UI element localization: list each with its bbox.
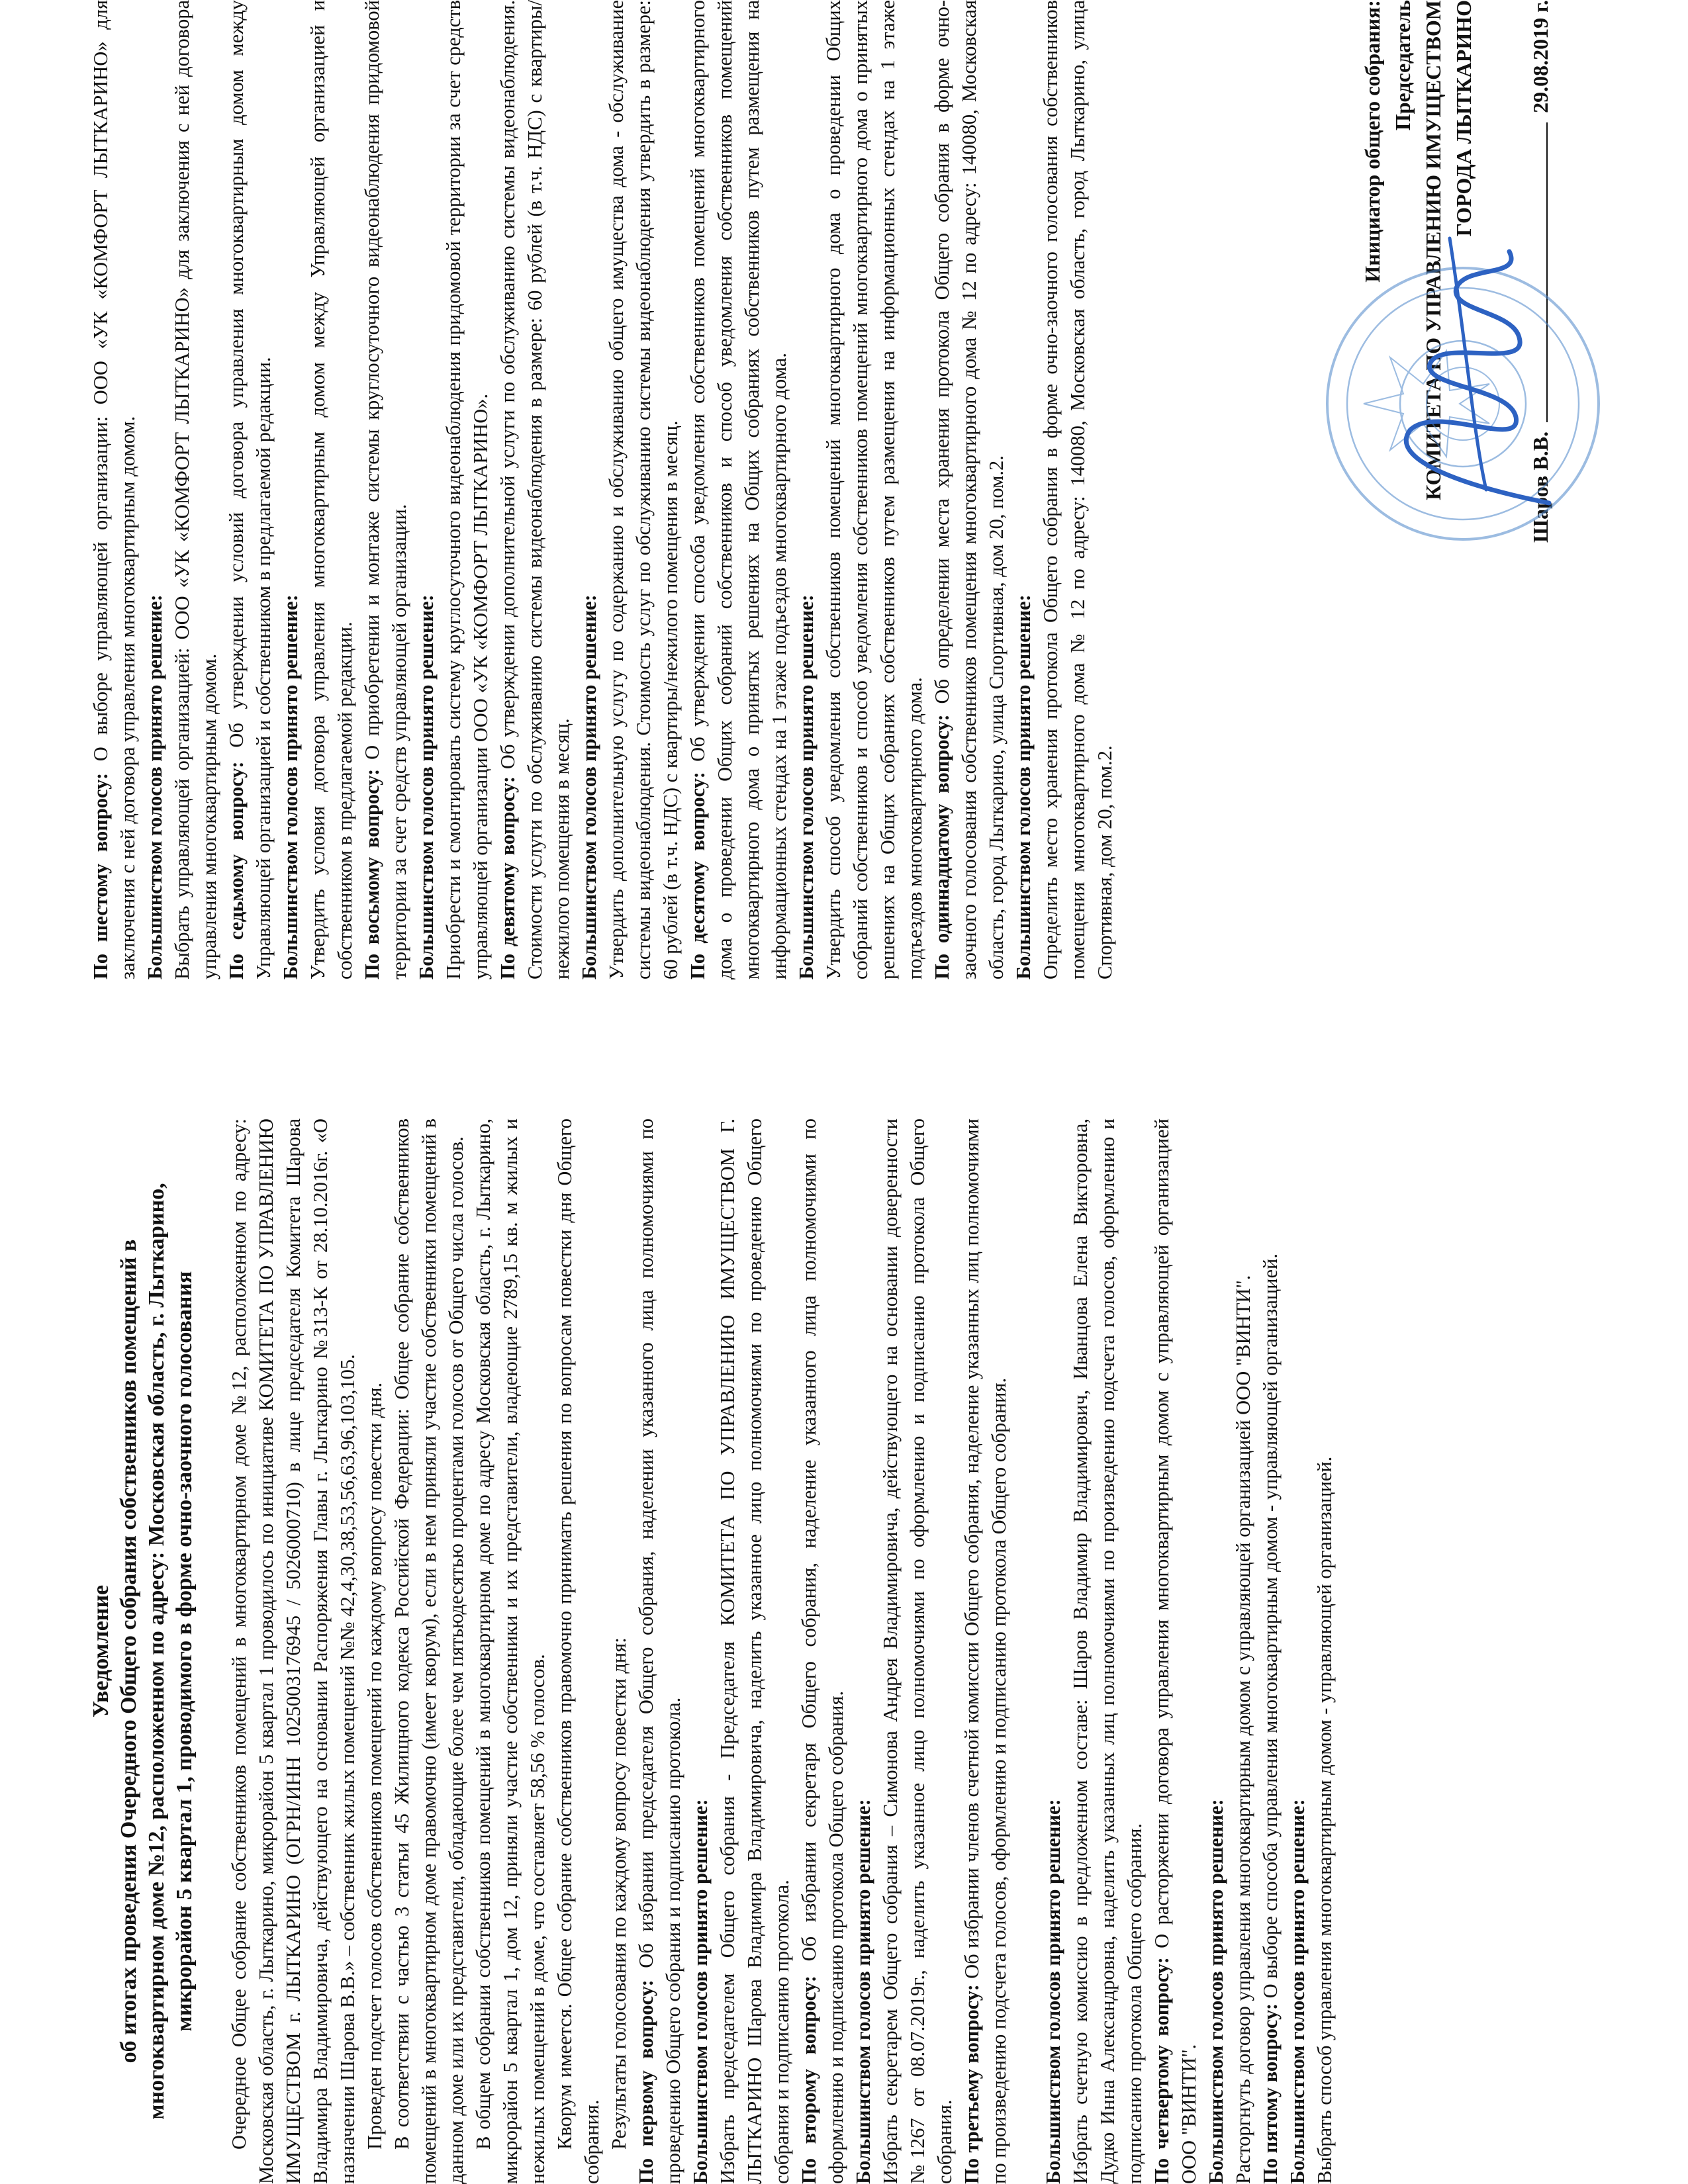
question-text: Об утверждении условий договора управления многоквартирным домом между Управляющей организацией и собственником в предлагаемой редакции.: [225, 0, 275, 979]
decision-text: Выбрать управляющей организацией: ООО «УК «КОМФОРТ ЛЫТКАРИНО» для заключения с ней договора управления многоквартирным домом.: [171, 0, 220, 979]
question-text: Об избрании секретаря Общего собрания, наделение указанного лица полномочиями по оформлению и подписанию протокола Общего собрания.: [798, 1118, 847, 2184]
question-label: По четвертому вопросу: [1150, 1964, 1173, 2184]
question-label: По восьмому вопросу: [361, 775, 383, 979]
committee-name: КОМИТЕТА ПО УПРАВЛЕНИЮ ИМУЩЕСТВОМ: [1421, 0, 1445, 500]
decision-label: Большинством голосов принято решение: [1042, 1805, 1064, 2184]
question-text: Об утверждении дополнительной услуги по обслуживанию системы видеонаблюдения. Стоимости услуги по обслуживанию системы видеонаблюдения в размере: 60 рублей (в т.ч. НДС) с квартиры/нежилого помещения в месяц.: [496, 0, 573, 979]
document-subtitle-line-2: многоквартирном доме №12, расположенном по адресу: Московская область, г. Лыткарино,: [144, 1183, 169, 2120]
decision-label: Большинством голосов принято решение: [1012, 601, 1035, 979]
question-7: По седьмому вопросу: Об утверждении условий договора управления многоквартирным домом между Управляющей организацией и собственником в предлагаемой редакции. Большинством голосов принято решение: Утвердить условия договора управления многоквартирным домом между Управляющей организацией и собственником в предлагаемой редакции.: [223, 0, 359, 979]
question-text: Об утверждении способа уведомления собственников помещений многоквартирного дома о проведении Общих собраний собственников и способ уведомления собственников помещений многоквартирного дома о принятых решениях на Общих собраниях собственников путем размещения на информационных стендах на 1 этаже подъездов многоквартирного дома.: [686, 0, 790, 979]
question-label: По шестому вопросу: [89, 779, 112, 979]
signer-name: Шаров В.В.: [1528, 431, 1552, 543]
question-label: По третьему вопросу: [961, 1991, 983, 2184]
question-label: По первому вопросу: [635, 1986, 657, 2184]
intro-paragraph: Кворум имеется. Общее собрание собственников правомочно принимать решения по вопросам повестки дня Общего собрания.: [553, 1118, 603, 2184]
question-11: По одиннадцатому вопросу: Об определении места хранения протокола Общего собрания в форме очно-заочного голосования собственников помещения многоквартирного дома № 12 по адресу: 140080, Московская область, город Лыткарино, улица Спортивная, дом 20, пом.2. Большинством голосов принято решение: Определить место хранения протокола Общего собрания в форме очно-заочного голосования собственников помещения многоквартирного дома № 12 по адресу: 140080, Московская область, город Лыткарино, улица Спортивная, дом 20, пом.2.: [929, 0, 1119, 979]
question-2: По второму вопросу: Об избрании секретаря Общего собрания, наделение указанного лица полномочиями по оформлению и подписанию протокола Общего собрания. Большинством голосов принято решение: Избрать секретарем Общего собрания – Симонова Андрея Владимировича, действующего на основании доверенности №1267 от 08.07.2019г., наделить указанное лицо полномочиями по оформлению и подписанию протокола Общего собрания.: [796, 1118, 959, 2184]
question-text: Об избрании председателя Общего собрания, наделении указанного лица полномочиями по проведению Общего собрания и подписанию протокола.: [635, 1118, 684, 2184]
question-text: О расторжении договора управления многоквартирным домом с управляющей организацией ООО "ВИНТИ".: [1150, 1118, 1200, 2184]
decision-label: Большинством голосов принято решение: [689, 1805, 712, 2184]
city-name: ГОРОДА ЛЫТКАРИНО: [1452, 0, 1476, 237]
decision-label: Большинством голосов принято решение: [144, 601, 166, 979]
decision-label: Большинством голосов принято решение: [279, 601, 302, 979]
decision-text: Утвердить способ уведомления собственников помещений многоквартирного дома о проведении Общих собраний собственников и способ уведомления собственников помещений многоквартирного дома о принятых решениях на Общих собраниях собственников путем размещения на информационных стендах на 1 этаже подъездов многоквартирного дома.: [822, 0, 926, 979]
question-text: О приобретении и монтаже системы круглосуточного видеонаблюдения придомовой территории за счет средств управляющей организации.: [361, 0, 410, 979]
initiator-label: Инициатор общего собрания:: [1360, 0, 1384, 283]
question-label: По одиннадцатому вопросу: [931, 721, 953, 979]
intro-paragraph: В соответствии с частью 3 статьи 45 Жилищного кодекса Российской Федерации: Общее собрание собственников помещений в многоквартирном доме правомочно (имеет кворум), если в нем приняли участие собственники помещений в данном доме или их представители, обладающие более чем пятьюдесятью процентами голосов от Общего числа голосов.: [391, 1118, 467, 2184]
decision-label: Большинством голосов принято решение: [1205, 1805, 1227, 2184]
decision-text: Расторгнуть договор управления многоквартирным домом с управляющей организацией ООО "ВИНТИ".: [1232, 1275, 1254, 2184]
decision-label: Большинством голосов принято решение: [578, 601, 600, 979]
left-column: [87, 1118, 1338, 2184]
right-column: [87, 0, 1119, 979]
question-label: По седьмому вопросу: [225, 768, 248, 979]
decision-label: Большинством голосов принято решение: [852, 1805, 874, 2184]
decision-text: Определить место хранения протокола Общего собрания в форме очно-заочного голосования собственников помещения многоквартирного дома № 12 по адресу: 140080, Московская область, город Лыткарино, улица Спортивная, дом 20, пом.2.: [1039, 0, 1116, 979]
intro-paragraph: Результаты голосования по каждому вопросу повестки дня:: [608, 1637, 630, 2150]
chair-title: Председатель: [1391, 0, 1415, 131]
question-4: По четвертому вопросу: О расторжении договора управления многоквартирным домом с управляющей организацией ООО "ВИНТИ". Большинством голосов принято решение: Расторгнуть договор управления многоквартирным домом с управляющей организацией ООО "ВИНТИ".: [1149, 1118, 1257, 2184]
question-text: Об определении места хранения протокола Общего собрания в форме очно-заочного голосования собственников помещения многоквартирного дома № 12 по адресу: 140080, Московская область, город Лыткарино, улица Спортивная, дом 20, пом.2.: [931, 0, 1008, 979]
signature-date: 29.08.2019 г.: [1528, 0, 1552, 113]
question-9: По девятому вопросу: Об утверждении дополнительной услуги по обслуживанию системы видеонаблюдения. Стоимости услуги по обслуживанию системы видеонаблюдения в размере: 60 рублей (в т.ч. НДС) с квартиры/нежилого помещения в месяц. Большинством голосов принято решение: Утвердить дополнительную услугу по содержанию и обслуживанию общего имущества дома - обслуживание системы видеонаблюдения. Стоимость услуг по обслуживанию системы видеонаблюдения утвердить в размере: 60 рублей (в т.ч. НДС) с квартиры/нежилого помещения в месяц.: [494, 0, 684, 979]
question-label: По девятому вопросу: [496, 783, 519, 979]
question-label: По пятому вопросу: [1259, 2010, 1282, 2184]
document-subtitle-line-1: об итогах проведения Очередного Общего собрания собственников помещений в: [117, 1239, 141, 2064]
question-text: О выборе способа управления многоквартирным домом - управляющей организацией.: [1259, 1253, 1282, 1999]
question-text: Об избрании членов счетной комиссии Общего собрания, наделение указанных лиц полномочиями по произведению подсчета голосов, оформлению и подписанию протокола Общего собрания.: [961, 1118, 1010, 2184]
question-label: По десятому вопросу: [686, 778, 709, 979]
question-1: По первому вопросу: Об избрании председателя Общего собрания, наделении указанного лица полномочиями по проведению Общего собрания и подписанию протокола. Большинством голосов принято решение: Избрать председателем Общего собрания - Председателя КОМИТЕТА ПО УПРАВЛЕНИЮ ИМУЩЕСТВОМ Г. ЛЫТКАРИНО Шарова Владимира Владимировича, наделить указанное лицо полномочиями по проведению Общего собрания и подписанию протокола.: [633, 1118, 796, 2184]
question-8: По восьмому вопросу: О приобретении и монтаже системы круглосуточного видеонаблюдения придомовой территории за счет средств управляющей организации. Большинством голосов принято решение: Приобрести и смонтировать систему круглосуточного видеонаблюдения придомовой территории за счет средств управляющей организации ООО «УК «КОМФОРТ ЛЫТКАРИНО».: [359, 0, 494, 979]
question-3: По третьему вопросу: Об избрании членов счетной комиссии Общего собрания, наделение указанных лиц полномочиями по произведению подсчета голосов, оформлению и подписанию протокола Общего собрания. Большинством голосов принято решение: Избрать счетную комиссию в предложенном составе: Шаров Владимир Владимирович, Иванцова Елена Викторовна, Дудко Инна Александровна, наделить указанных лиц полномочиями по произведению подсчета голосов, оформлению и подписанию протокола Общего собрания.: [959, 1118, 1149, 2184]
question-10: По десятому вопросу: Об утверждении способа уведомления собственников помещений многоквартирного дома о проведении Общих собраний собственников и способ уведомления собственников помещений многоквартирного дома о принятых решениях на Общих собраниях собственников путем размещения на информационных стендах на 1 этаже подъездов многоквартирного дома. Большинством голосов принято решение: Утвердить способ уведомления собственников помещений многоквартирного дома о проведении Общих собраний собственников и способ уведомления собственников помещений многоквартирного дома о принятых решениях на Общих собраниях собственников путем размещения на информационных стендах на 1 этаже подъездов многоквартирного дома.: [684, 0, 929, 979]
handwritten-signature-icon: [1350, 225, 1589, 529]
decision-text: Избрать секретарем Общего собрания – Симонова Андрея Владимировича, действующего на основании доверенности №1267 от 08.07.2019г., наделить указанное лицо полномочиями по оформлению и подписанию протокола Общего собрания.: [879, 1118, 956, 2184]
decision-label: Большинством голосов принято решение: [1286, 1805, 1309, 2184]
question-6: По шестому вопросу: О выборе управляющей организации: ООО «УК «КОМФОРТ ЛЫТКАРИНО» для заключения с ней договора управления многоквартирным домом. Большинством голосов принято решение: Выбрать управляющей организацией: ООО «УК «КОМФОРТ ЛЫТКАРИНО» для заключения с ней договора управления многоквартирным домом.: [87, 0, 223, 979]
intro-paragraph: Очередное Общее собрание собственников помещений в многоквартирном доме №12, расположенном по адресу: Московская область, г. Лыткарино, микрорайон 5 квартал 1 проводилось по инициативе КОМИТЕТА ПО УПРАВЛЕНИЮ ИМУЩЕСТВОМ г. ЛЫТКАРИНО (ОГРН/ИНН 1025003176945 / 5026000710) в лице председателя Комитета Шарова Владимира Владимировича, действующего на основании Распоряжения Главы г. Лыткарино №313-К от 28.10.2016г. «О назначении Шарова В.В.» – собственник жилых помещений №№ 42,4,30,38,53,56,63,96,103,105.: [228, 1118, 359, 2184]
question-5: По пятому вопросу: О выборе способа управления многоквартирным домом - управляющей организацией. Большинством голосов принято решение: Выбрать способ управления многоквартирным домом - управляющей организацией.: [1257, 1118, 1338, 2184]
decision-text: Избрать председателем Общего собрания - Председателя КОМИТЕТА ПО УПРАВЛЕНИЮ ИМУЩЕСТВОМ Г. ЛЫТКАРИНО Шарова Владимира Владимировича, наделить указанное лицо полномочиями по проведению Общего собрания и подписанию протокола.: [716, 1118, 793, 2184]
decision-text: Утвердить дополнительную услугу по содержанию и обслуживанию общего имущества дома - обслуживание системы видеонаблюдения. Стоимость услуг по обслуживанию системы видеонаблюдения утвердить в размере: 60 рублей (в т.ч. НДС) с квартиры/нежилого помещения в месяц.: [605, 0, 682, 979]
decision-label: Большинством голосов принято решение: [415, 601, 438, 979]
document-title: Уведомление: [89, 1584, 113, 1718]
decision-label: Большинством голосов принято решение: [795, 601, 818, 979]
decision-text: Приобрести и смонтировать систему круглосуточного видеонаблюдения придомовой территории за счет средств управляющей организации ООО «УК «КОМФОРТ ЛЫТКАРИНО».: [442, 0, 492, 979]
question-text: О выборе управляющей организации: ООО «УК «КОМФОРТ ЛЫТКАРИНО» для заключения с ней договора управления многоквартирным домом.: [89, 0, 139, 979]
intro-paragraph: В общем собрании собственников помещений в многоквартирном доме по адресу Московская область, г. Лыткарино, микрорайон 5 квартал 1, дом 12, приняли участие собственники и их представители, владеющие 2789,15 кв. м жилых и нежилых помещений в доме, что составляет 58,56 % голосов.: [472, 1118, 549, 2184]
decision-text: Утвердить условия договора управления многоквартирным домом между Управляющей организацией и собственником в предлагаемой редакции.: [306, 0, 356, 979]
document-subtitle-line-3: микрорайон 5 квартал 1, проводимого в форме очно-заочного голосования: [172, 1271, 197, 2032]
decision-text: Выбрать способ управления многоквартирным домом - управляющей организацией.: [1313, 1456, 1336, 2184]
intro-paragraph: Проведен подсчет голосов собственников помещений по каждому вопросу повестки дня.: [363, 1382, 386, 2150]
question-label: По второму вопросу: [798, 1982, 820, 2184]
decision-text: Избрать счетную комиссию в предложенном составе: Шаров Владимир Владимирович, Иванцова Елена Викторовна, Дудко Инна Александровна, наделить указанных лиц полномочиями по произведению подсчета голосов, оформлению и подписанию протокола Общего собрания.: [1069, 1118, 1146, 2184]
